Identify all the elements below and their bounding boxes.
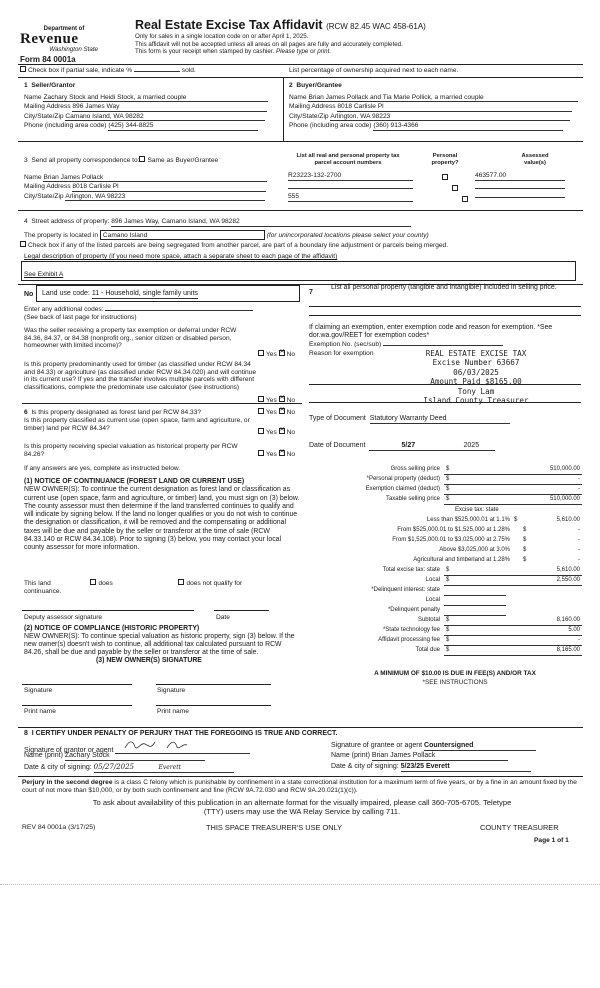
current-use-question: Is this property classified as current use (open space, farm and agriculture, or timber) land per RCW 84.34? [24, 417, 250, 432]
local-value[interactable]: 2,550.00 [556, 577, 580, 583]
parcel-col-header-1: List all real and personal property tax [296, 153, 400, 159]
street-label: Street address of property: [31, 218, 110, 225]
stamp-line-2: Excise Number 63667 [432, 358, 520, 368]
perjury-bold: Perjury in the second degree [22, 779, 113, 786]
doc-date-year[interactable]: 2025 [447, 442, 495, 451]
tax-row-gross [312, 466, 582, 475]
stamp-line-5: Tony Lam [457, 386, 495, 396]
logo-state: Washington State [49, 45, 98, 53]
partial-sale-label: Check box if partial sale, indicate % [28, 67, 133, 74]
header-note-2: This affidavit will not be accepted unless all areas on all pages are fully and accurately completed. [135, 40, 403, 48]
located-row [24, 230, 429, 240]
exemption-no-label: No [286, 351, 296, 358]
doc-type-label: Type of Document [309, 415, 366, 422]
grantor-name-label: Name (print) [24, 752, 63, 759]
grantee-name[interactable]: Brian James Pollack [372, 752, 508, 761]
personal-col-header-1: Personal [432, 153, 458, 159]
perjury-text: is a class C felony which is punishable by confinement in a state correctional institution for a maximum term of five years, or by a fine in an amount fixed by the court of not more than $10,000, or by both such confinement and fine (RCW 9A.72.030 and RCW 9A.20.021(1)(c)). [22, 779, 577, 794]
seller-address-label: Mailing Address [24, 103, 71, 111]
ownership-note: List percentage of ownership acquired next to each name. [289, 67, 459, 74]
delinquent-state-label: *Delinquent interest: state [371, 587, 440, 593]
county-treasurer-label: COUNTY TREASURER [480, 823, 559, 832]
exemption-reason-row [309, 350, 374, 358]
taxable-value[interactable]: 510,000.00 [549, 496, 580, 502]
affidavit-fee-value[interactable]: - [578, 637, 580, 643]
subtotal-dollar: $ [446, 617, 450, 623]
tax-row-local [312, 577, 582, 586]
buyer-section [289, 82, 584, 131]
parcel-col-header-2: parcel account numbers [314, 159, 382, 166]
logo [20, 26, 102, 53]
personal-col-header [420, 153, 470, 166]
tech-fee-label: *State technology fee [382, 627, 440, 633]
buyer-number: 2 [289, 82, 293, 89]
segregated-checkbox[interactable] [20, 241, 26, 247]
section3-address[interactable]: 8018 Carlisle Pl [72, 183, 266, 192]
tax-row-affidavit [312, 637, 582, 646]
does-qualify-checkbox[interactable] [90, 579, 96, 585]
legal-description-value: See Exhibit A [24, 271, 64, 279]
treasurer-stamp [388, 349, 564, 405]
partial-sale-row [20, 67, 196, 75]
qualify-row [24, 580, 304, 595]
tier1-value[interactable]: 5,610.00 [556, 517, 580, 523]
exemption-deduct-label: Exemption claimed (deduct) [365, 486, 440, 492]
gross-label: Gross selling price [390, 466, 440, 472]
excise-state-heading: Excise tax: state [455, 507, 499, 513]
tax-row-total [312, 647, 582, 656]
tax-row-total-state [312, 567, 582, 576]
accessibility-line-2: (TTY) users may use the WA Relay Service by calling 711. [203, 806, 401, 816]
exemption-no-label: Exemption No. (sec/sub) [309, 341, 382, 348]
minimum-due-note: A MINIMUM OF $10.00 IS DUE IN FEE(S) AND/OR TAX [374, 670, 536, 677]
stamp-line-1: REAL ESTATE EXCISE TAX [425, 349, 527, 358]
seller-city-label: City/State/Zip [24, 112, 64, 120]
delinquent-penalty-label: *Delinquent penalty [387, 607, 440, 613]
continuance-label: continuance. [24, 587, 62, 595]
tier2-label: From $525,000.01 to $1,525,000 at 1.28% [397, 527, 510, 533]
total-due-value[interactable]: 8,165.00 [556, 647, 580, 653]
tax-row-tier1 [320, 517, 590, 526]
current-use-yes-checkbox[interactable] [258, 428, 264, 434]
doc-type-row [309, 415, 510, 424]
deputy-signature-label: Deputy assessor signature [24, 614, 103, 621]
notice-continuance-title: (1) NOTICE OF CONTINUANCE (FOREST LAND OR CURRENT USE) [24, 478, 245, 485]
legal-description-box[interactable] [21, 261, 576, 281]
segregated-label: Check box if any of the listed parcels are being segregated from another parcel, are part of a boundary line adjustment or parcels being merged. [28, 242, 449, 249]
tax-row-tier2 [320, 527, 590, 536]
personal-deduct-value[interactable]: - [578, 476, 580, 482]
seller-name-label: Name [24, 93, 42, 101]
certify-row [24, 730, 338, 738]
section3-city[interactable]: Arlington, WA 98223 [65, 193, 265, 202]
buyer-phone[interactable]: (360) 913-4366 [373, 122, 563, 131]
exemption-claim-text: If claiming an exemption, enter exemption code and reason for exemption. *See dor.wa.gov/REET for exemption codes* [309, 324, 553, 339]
subtotal-value[interactable]: 8,160.00 [556, 617, 580, 623]
assessed-col-header [500, 153, 570, 166]
tax-row-subtotal [312, 617, 582, 626]
assessed-row-1 [475, 172, 565, 181]
subtotal-label: Subtotal [417, 617, 440, 623]
form-title-block [135, 18, 585, 55]
grantor-name[interactable]: Zachary Stock [65, 752, 205, 761]
tax-row-tier5 [320, 557, 590, 566]
section3-city-label: City/State/Zip [24, 192, 64, 200]
exemption-yes-checkbox[interactable] [258, 350, 264, 356]
buyer-phone-label: Phone (including area code) [289, 122, 372, 130]
notice-compliance-title: (2) NOTICE OF COMPLIANCE (HISTORIC PROPERTY) [24, 625, 200, 632]
stamp-line-3: 06/03/2025 [453, 367, 499, 377]
accessibility-line-1: To ask about availability of this publication in an alternate format for the visually impaired, please call 360-705-6705. Teletype [92, 798, 512, 807]
owner-print-name-label-1: Print name [24, 708, 56, 715]
affidavit-fee-label: Affidavit processing fee [378, 637, 440, 643]
grantee-name-row [331, 752, 508, 761]
assessed-row-2 [475, 184, 565, 192]
personal-property-checkbox-2[interactable] [452, 185, 458, 191]
current-use-no-checkbox[interactable] [279, 428, 285, 434]
owner-print-name-label-2: Print name [157, 708, 189, 715]
section3-name-label: Name [24, 173, 42, 181]
assessed-value-1[interactable]: 463577.00 [475, 172, 565, 181]
buyer-city[interactable]: Arlington, WA 98223 [330, 113, 570, 122]
tax-row-delinq-state [312, 587, 582, 596]
seller-name[interactable]: Zachary Stock and Heidi Stock, a married couple [43, 94, 268, 103]
parcel-row-3 [288, 193, 413, 202]
page-number: Page 1 of 1 [534, 837, 569, 844]
delinquent-local-label: Local [425, 597, 440, 603]
forest-yes-checkbox[interactable] [258, 408, 264, 414]
tier4-dollar: $ [523, 547, 527, 553]
section3-address-label: Mailing Address [24, 183, 71, 191]
notice-continuance [24, 478, 300, 553]
total-state-value[interactable]: 5,610.00 [556, 567, 580, 573]
historic-answer [258, 451, 295, 459]
tier4-value[interactable]: - [578, 547, 580, 553]
tax-row-taxable [312, 496, 582, 505]
form-number: Form 84 0001a [20, 55, 76, 64]
owner-signature-label-2: Signature [157, 687, 186, 694]
header-note-1: Only for sales in a single location code on or after April 1, 2025. [135, 33, 309, 41]
tax-row-exemption [312, 486, 582, 495]
tier5-label: Agricultural and timberland at 1.28% [413, 557, 510, 563]
grantee-signature[interactable]: Countersigned [424, 742, 536, 751]
notice-compliance [24, 625, 300, 665]
total-state-label: Total excise tax: state [382, 567, 440, 573]
personal-col-header-2: property? [431, 159, 459, 166]
affidavit-dollar: $ [446, 637, 450, 643]
section3-number: 3 [24, 157, 28, 164]
parcel-number-3[interactable]: 555 [288, 193, 413, 202]
partial-sale-end: sold. [181, 67, 196, 74]
tax-row-tier3 [320, 537, 590, 546]
street-row [24, 218, 411, 227]
owner-signature-label-1: Signature [24, 687, 53, 694]
grantor-name-row [24, 752, 205, 761]
deputy-date-label: Date [216, 614, 230, 621]
personal-dollar: $ [446, 476, 450, 482]
assessed-col-header-1: Assessed [521, 153, 549, 159]
personal-property-checkbox-3[interactable] [462, 196, 468, 202]
tier1-dollar: $ [514, 517, 518, 523]
tax-row-tier4 [320, 547, 590, 556]
current-use-answer [258, 429, 295, 437]
personal-property-text: List all personal property (tangible and intangible) included in selling price. [331, 284, 557, 291]
new-owner-signature-title: (3) NEW OWNER(S) SIGNATURE [96, 657, 202, 665]
grantee-signature-label: Signature of grantee or agent [331, 742, 423, 749]
scan-edge [0, 884, 600, 885]
exemption-question: Was the seller receiving a property tax exemption or deferral under RCW 84.36, 84.37, or 84.38 (nonprofit org., senior citizen or disabled person, homeowner with limited income)? [24, 327, 237, 350]
revision-label: REV 84 0001a (3/17/25) [22, 824, 96, 831]
grantor-date-row [24, 763, 234, 773]
buyer-address-label: Mailing Address [289, 103, 336, 111]
section5-number: No [24, 291, 34, 298]
located-select[interactable] [100, 230, 265, 240]
parcel-number-1[interactable]: R23223-132-2700 [288, 172, 413, 181]
tier2-dollar: $ [523, 527, 527, 533]
additional-codes-row [24, 306, 299, 321]
form-citation: (RCW 82.45 WAC 458-61A) [326, 22, 426, 31]
segregated-row [20, 242, 448, 250]
notice-continuance-body: NEW OWNER(S): To continue the current designation as forest land or classification as current use (open space, farm and agriculture, or timber) land, you must sign on (3) below. The county assessor must then determine if the land transferred continues to qualify and will indicate by signing below. If the land no longer qualifies or you do not wish to continue the designation or classification, it will be removed and the compensating or additional taxes will be due and payable by the seller or transferor at the time of sale (RCW 84.33.140 or RCW 84.34.108). Prior to signing (3) below, you may contact your local county assessor for more information. [24, 486, 300, 552]
grantor-signature-scribble [115, 738, 250, 752]
does-qualify-label: does [98, 580, 113, 587]
total-due-label: Total due [415, 647, 440, 653]
forest-no-label: No [286, 409, 296, 416]
personal-deduct-label: *Personal property (deduct) [366, 476, 440, 482]
tax-row-tech [312, 627, 582, 636]
grantor-date[interactable]: 05/27/2025 [93, 763, 135, 771]
treasurer-use-label: THIS SPACE TREASURER'S USE ONLY [206, 823, 343, 832]
grantee-name-label: Name (print) [331, 752, 370, 759]
gross-value[interactable]: 510,000.00 [549, 466, 580, 472]
personal-property-checkbox-1[interactable] [442, 174, 448, 180]
exemption-yes-label: Yes [266, 351, 277, 358]
if-yes-note: If any answers are yes, complete as instructed below. [24, 465, 181, 472]
local-label: Local [425, 577, 440, 583]
parcel-col-header [288, 153, 408, 166]
timber-no-checkbox[interactable] [279, 396, 285, 402]
grantor-signature-label: Signature of grantor or agent [24, 747, 114, 754]
grantee-date-label: Date & city of signing: [331, 763, 399, 770]
buyer-city-label: City/State/Zip [289, 112, 329, 120]
grantor-city[interactable]: Everett [158, 764, 182, 771]
timber-question: Is this property predominantly used for timber (as classified under RCW 84.34 and 84.33) or agriculture (as classified under RCW 84.34.020) and will continue in its current use? If yes and the transfer involves multiple parcels with different classifications, complete the predominate use calculator (see instructions) [24, 361, 257, 391]
perjury-notice [22, 779, 582, 794]
seller-city[interactable]: Camano Island, WA 98282 [65, 113, 265, 122]
timber-yes-label: Yes [266, 397, 277, 404]
forest-question [24, 409, 256, 417]
tax-row-delinq-local [312, 597, 582, 606]
total-state-dollar: $ [446, 567, 450, 573]
exemption-dollar: $ [446, 486, 450, 492]
taxable-label: Taxable selling price [385, 496, 440, 502]
historic-yes-checkbox[interactable] [258, 450, 264, 456]
forest-yes-label: Yes [266, 409, 277, 416]
gross-dollar: $ [446, 466, 450, 472]
assessed-row-3 [475, 193, 565, 201]
seller-section [24, 82, 279, 131]
land-use-label: Land use code: [42, 290, 90, 297]
grantee-date[interactable]: 5/23/25 Everett [401, 763, 531, 772]
grantee-signature-row [331, 742, 536, 751]
form-title: Real Estate Excise Tax Affidavit [135, 18, 323, 32]
tier4-label: Above $3,025,000 at 3.0% [439, 547, 510, 553]
exemption-answer [258, 351, 295, 359]
doc-date-monthday[interactable]: 5/27 [369, 442, 447, 451]
assessed-col-header-2: value(s) [524, 159, 546, 166]
see-instructions-note: *SEE INSTRUCTIONS [422, 679, 488, 686]
land-use-code: 11 - Household, single family units [92, 290, 198, 299]
forest-answer [258, 409, 295, 417]
section3-name[interactable]: Brian James Pollack [43, 174, 267, 183]
tax-row-delinq-penalty [312, 607, 582, 616]
doc-date-row [309, 442, 495, 451]
logo-dept: Department of [43, 26, 85, 32]
seller-heading: Seller/Grantor [31, 82, 76, 89]
notice-compliance-body: NEW OWNER(S): To continue special valuation as historic property, sign (3) below. If the new owner(s) doesn't wish to continue, all additional tax calculated pursuant to RCW 84.26, shall be due and payable by the seller or transferor at the time of sale. [24, 633, 295, 657]
does-not-qualify-label: does not qualify for [186, 580, 243, 587]
historic-no-checkbox[interactable] [279, 450, 285, 456]
parcel-row-1 [288, 172, 413, 181]
tier1-label: Less than $525,000.01 at 1.1% [426, 517, 510, 523]
doc-date-label: Date of Document [309, 442, 366, 449]
historic-question: Is this property receiving special valuation as historical property per RCW 84.26? [24, 443, 238, 458]
tier3-dollar: $ [523, 537, 527, 543]
historic-no-label: No [286, 451, 296, 458]
section7-number: 7 [309, 289, 313, 296]
accessibility-note [22, 799, 582, 816]
this-land-label: This land [24, 580, 51, 587]
logo-name: Revenue [20, 30, 79, 47]
exemption-deduct-value[interactable]: - [578, 486, 580, 492]
historic-yes-label: Yes [266, 451, 277, 458]
tech-fee-value[interactable]: 5.00 [568, 627, 580, 633]
parcel-row-2 [288, 184, 413, 192]
stamp-line-6: Island County Treasurer [423, 396, 529, 406]
located-label: The property is located in [24, 232, 99, 239]
grantor-date-label: Date & city of signing: [24, 764, 92, 771]
tier5-dollar: $ [523, 557, 527, 563]
grantee-date-row [331, 763, 531, 772]
taxable-dollar: $ [446, 496, 450, 502]
certify-text: I CERTIFY UNDER PENALTY OF PERJURY THAT THE FOREGOING IS TRUE AND CORRECT. [31, 730, 338, 737]
buyer-name[interactable]: Brian James Pollack and Tia Marie Pollick, a married couple [308, 94, 578, 103]
seller-number: 1 [24, 82, 28, 89]
tier3-value[interactable]: - [578, 537, 580, 543]
buyer-name-label: Name [289, 93, 307, 101]
header-note-3: This form is your receipt when stamped by cashier. [135, 47, 275, 55]
does-not-qualify-checkbox[interactable] [178, 579, 184, 585]
street-address[interactable]: 896 James Way, Camano Island, WA 98282 [111, 218, 411, 227]
tier3-label: From $1,525,000.01 to $3,025,000 at 2.75% [392, 537, 510, 543]
timber-yes-checkbox[interactable] [258, 396, 264, 402]
header-note-3b: Please type or print. [276, 47, 332, 55]
seller-phone-label: Phone (including area code) [24, 122, 107, 130]
same-as-buyer-checkbox[interactable] [139, 156, 145, 162]
total-due-dollar: $ [446, 647, 450, 653]
forest-no-checkbox[interactable] [279, 408, 285, 414]
additional-codes-label: Enter any additional codes: [24, 306, 104, 313]
timber-no-label: No [286, 397, 296, 404]
section6-number: 6 [24, 409, 28, 416]
exemption-no-checkbox[interactable] [279, 350, 285, 356]
section8-number: 8 [24, 730, 28, 737]
legal-label: Legal description of property (if you need more space, attach a separate sheet to each page of the affidavit) [24, 253, 338, 260]
local-dollar: $ [446, 577, 450, 583]
located-value: Camano Island [102, 232, 148, 239]
correspondence-section [24, 157, 284, 201]
seller-phone[interactable]: (425) 344-8825 [108, 122, 258, 131]
tier5-value[interactable]: - [578, 557, 580, 563]
located-note: (for unincorporated locations please select your county) [266, 232, 429, 239]
current-use-yes-label: Yes [266, 429, 277, 436]
current-use-no-label: No [286, 429, 296, 436]
seller-address[interactable]: 896 James Way [72, 103, 267, 112]
doc-type-value[interactable]: Statutory Warranty Deed [370, 415, 510, 424]
buyer-heading: Buyer/Grantee [296, 82, 342, 89]
tier2-value[interactable]: - [578, 527, 580, 533]
additional-codes-note: (See back of last page for instructions) [24, 313, 137, 321]
exemption-reason-label: Reason for exemption [309, 350, 374, 357]
tax-row-personal [312, 476, 582, 485]
partial-sale-checkbox[interactable] [20, 66, 26, 72]
forest-question-text: Is this property designated as forest land per RCW 84.33? [31, 409, 202, 416]
exemption-no-row [309, 341, 503, 349]
land-use-box[interactable] [36, 285, 300, 302]
section3-label: Send all property correspondence to: [31, 157, 140, 164]
tech-dollar: $ [446, 627, 450, 633]
stamp-line-4: Amount Paid $8165.00 [430, 377, 522, 387]
section4-number: 4 [24, 218, 28, 225]
buyer-address[interactable]: 8018 Carlisle Pl [337, 103, 572, 112]
same-as-buyer-label: Same as Buyer/Grantee [147, 157, 219, 164]
